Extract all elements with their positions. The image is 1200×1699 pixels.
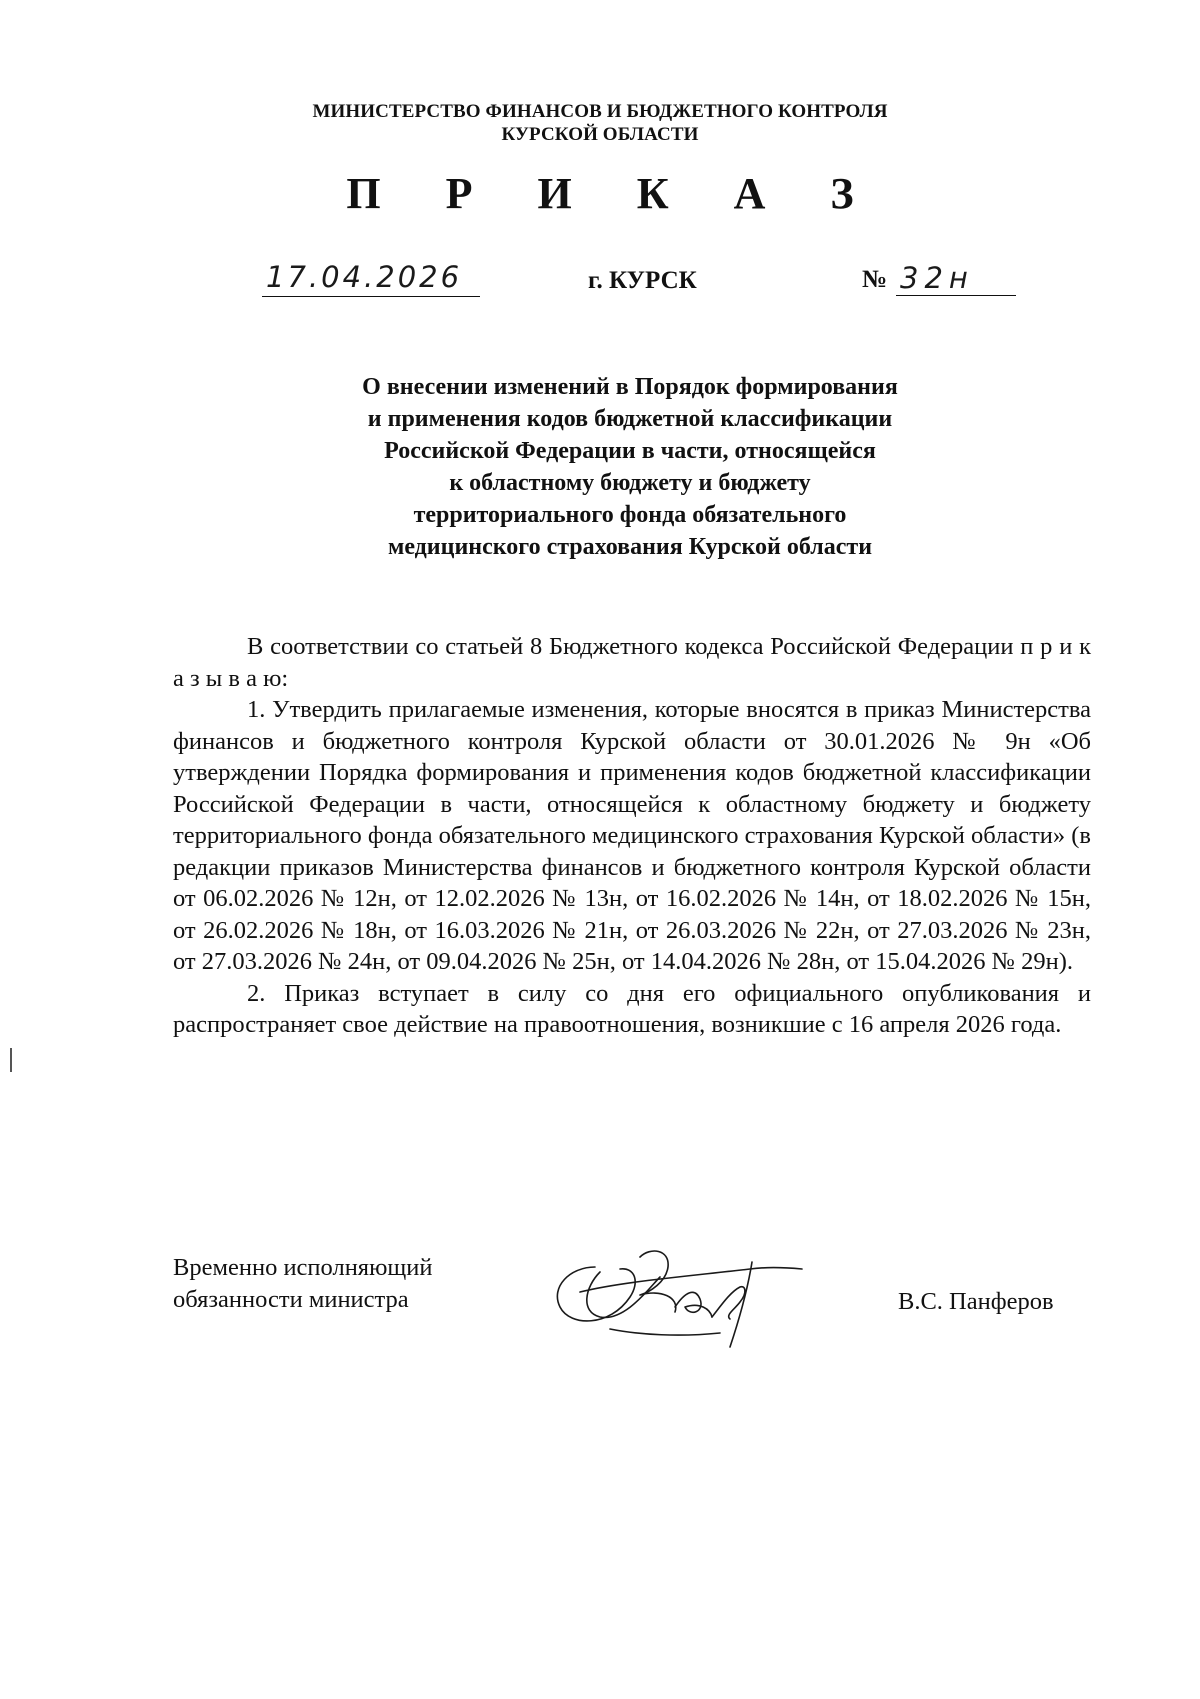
- order-subject-title: [0, 371, 1200, 563]
- order-date-field: [262, 262, 480, 297]
- ministry-header: [0, 100, 1200, 146]
- subject-line: медицинского страхования Курской области: [387, 534, 873, 560]
- order-body: [173, 631, 1091, 1041]
- subject-line: Российской Федерации в части, относящейся: [384, 438, 876, 464]
- subject-line: территориального фонда обязательного: [413, 502, 847, 528]
- document-type-title: П Р И К А З: [346, 169, 881, 218]
- subject-line: к областному бюджету и бюджету: [449, 470, 811, 496]
- ministry-name-line1: МИНИСТЕРСТВО ФИНАНСОВ И БЮДЖЕТНОГО КОНТРОЛЯ: [312, 101, 888, 122]
- scan-edge-mark: [10, 1048, 12, 1072]
- order-date-handwritten: 17.04.2026: [266, 260, 463, 294]
- order-number-handwritten: 32н: [900, 261, 974, 295]
- number-sign: №: [862, 266, 888, 293]
- city-label: г. КУРСК: [588, 267, 697, 294]
- position-line1: Временно исполняющий: [173, 1254, 433, 1281]
- preamble-paragraph: В соответствии со статьей 8 Бюджетного кодекса Российской Федерации п р и к а з ы в а ю:: [173, 633, 1091, 692]
- subject-line: и применения кодов бюджетной классификации: [367, 406, 893, 432]
- signatory-position: [173, 1252, 432, 1316]
- signer-name: В.С. Панферов: [898, 1288, 1054, 1315]
- ministry-name-line2: КУРСКОЙ ОБЛАСТИ: [501, 124, 699, 145]
- handwritten-signature: [540, 1237, 810, 1357]
- order-number-underline: [896, 261, 1016, 296]
- order-number-field: [862, 262, 1016, 296]
- order-item-1: 1. Утвердить прилагаемые изменения, которые вносятся в приказ Министерства финансов и бюджетного контроля Курской области от 30.01.2026 № 9н «Об утверждении Порядка формирования и применения кодов бюджетной классификации Российской Федерации в части, относящейся к областному бюджету и бюджету территориального фонда обязательного медицинского страхования Курской области» (в редакции приказов Министерства финансов и бюджетного контроля Курской области от 06.02.2026 № 12н, от 12.02.2026 № 13н, от 16.02.2026 № 14н, от 18.02.2026 № 15н, от 26.02.2026 № 18н, от 16.03.2026 № 21н, от 26.03.2026 № 22н, от 27.03.2026 № 23н, от 27.03.2026 № 24н, от 09.04.2026 № 25н, от 14.04.2026 № 28н, от 15.04.2026 № 29н).: [173, 696, 1091, 975]
- order-item-2: 2. Приказ вступает в силу со дня его официального опубликования и распространяет свое действие на правоотношения, возникшие с 16 апреля 2026 года.: [173, 979, 1091, 1038]
- subject-line: О внесении изменений в Порядок формирования: [362, 374, 898, 400]
- position-line2: обязанности министра: [173, 1286, 409, 1313]
